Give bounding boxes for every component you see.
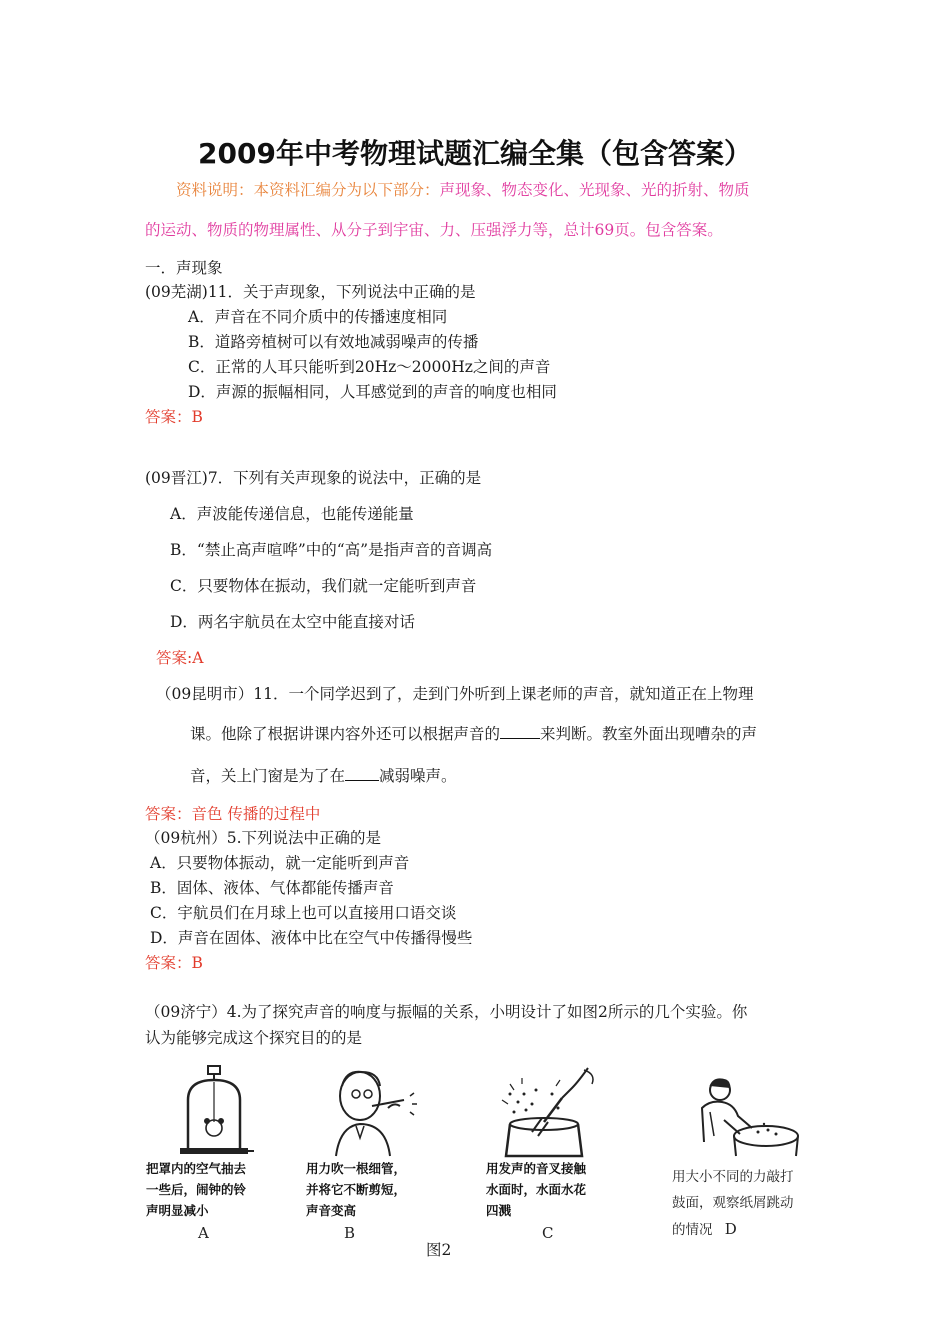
q2-option-a: A．声波能传递信息，也能传递能量 xyxy=(170,505,414,523)
q4-stem: （09杭州）5.下列说法中正确的是 xyxy=(145,829,382,847)
q4-option-d: D．声音在固体、液体中比在空气中传播得慢些 xyxy=(150,929,473,947)
q3-line-2b: 来判断。教室外面出现嘈杂的声 xyxy=(540,725,758,743)
panel-c-caption: 用发声的音叉接触 水面时，水面水花 四溅 xyxy=(486,1161,587,1218)
q4-option-c: C．宇航员们在月球上也可以直接用口语交谈 xyxy=(150,904,457,922)
fill-blank-2 xyxy=(345,766,379,781)
q3-line-2 xyxy=(190,722,757,744)
intro-parts: 声现象、物态变化、光现象、光的折射、物质 xyxy=(439,181,750,199)
person-drum-icon xyxy=(680,1072,800,1160)
q3-line-3a: 音，关上门窗是为了在 xyxy=(190,767,346,785)
intro-label: 资料说明：本资料汇编分为以下部分： xyxy=(176,181,440,199)
bell-jar-icon xyxy=(174,1064,254,1160)
q1-option-a: A．声音在不同介质中的传播速度相同 xyxy=(188,308,448,326)
panel-d-letter: D xyxy=(724,1220,737,1238)
q2-option-b: B．“禁止高声喧哗”中的“高”是指声音的音调高 xyxy=(170,541,493,559)
q5-line-1: （09济宁）4.为了探究声音的响度与振幅的关系，小明设计了如图2所示的几个实验。你 xyxy=(145,1003,748,1021)
panel-a-letter: A xyxy=(198,1224,209,1242)
figure-2 xyxy=(140,1062,820,1262)
panel-b-caption: 用力吹一根细管， 并将它不断剪短， 声音变高 xyxy=(306,1161,407,1218)
section-heading: 一．声现象 xyxy=(145,259,223,277)
q1-option-c: C．正常的人耳只能听到20Hz～2000Hz之间的声音 xyxy=(188,358,551,376)
q5-line-2: 认为能够完成这个探究目的的是 xyxy=(145,1029,363,1047)
panel-d-caption: 用大小不同的力敲打 鼓面，观察纸屑跳动 的情况 D xyxy=(672,1169,794,1238)
tuning-fork-water-icon xyxy=(492,1064,602,1160)
q4-option-a: A．只要物体振动，就一定能听到声音 xyxy=(150,854,410,872)
q2-stem: (09晋江)7．下列有关声现象的说法中，正确的是 xyxy=(145,469,482,487)
page-title: 2009年中考物理试题汇编全集（包含答案） xyxy=(198,137,752,170)
panel-a-caption: 把罩内的空气抽去 一些后，闹钟的铃 声明显减小 xyxy=(146,1161,247,1218)
q2-option-d: D．两名宇航员在太空中能直接对话 xyxy=(170,613,415,631)
intro-line-2: 的运动、物质的物理属性、从分子到宇宙、力、压强浮力等，总计69页。包含答案。 xyxy=(145,221,723,239)
q3-answer: 答案：音色 传播的过程中 xyxy=(145,805,321,823)
intro-line-1 xyxy=(176,178,750,200)
q3-line-1: （09昆明市）11．一个同学迟到了，走到门外听到上课老师的声音，就知道正在上物理 xyxy=(156,685,754,703)
q2-answer: 答案:A xyxy=(156,649,204,667)
q1-option-d: D．声源的振幅相同，人耳感觉到的声音的响度也相同 xyxy=(188,383,557,401)
fill-blank-1 xyxy=(500,724,540,739)
q3-line-3 xyxy=(190,764,457,786)
q1-option-b: B．道路旁植树可以有效地减弱噪声的传播 xyxy=(188,333,479,351)
q1-answer: 答案：B xyxy=(145,408,203,426)
q3-line-2a: 课。他除了根据讲课内容外还可以根据声音的 xyxy=(190,725,501,743)
q4-answer: 答案：B xyxy=(145,954,203,972)
panel-c-letter: C xyxy=(542,1224,554,1242)
figure-caption: 图2 xyxy=(426,1241,452,1259)
q2-option-c: C．只要物体在振动，我们就一定能听到声音 xyxy=(170,577,477,595)
panel-b-letter: B xyxy=(344,1224,356,1242)
person-blowing-straw-icon xyxy=(326,1066,426,1158)
q1-stem: (09芜湖)11．关于声现象，下列说法中正确的是 xyxy=(145,283,476,301)
q4-option-b: B．固体、液体、气体都能传播声音 xyxy=(150,879,394,897)
q3-line-3b: 减弱噪声。 xyxy=(379,767,457,785)
